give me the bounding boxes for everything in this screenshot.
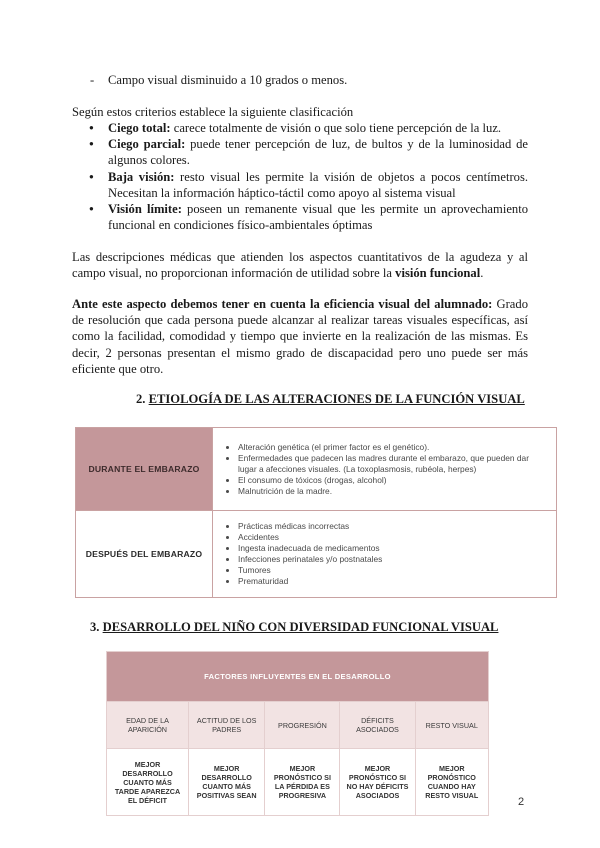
list-item: • Prácticas médicas incorrectas	[238, 521, 547, 532]
column-header: PROGRESIÓN	[265, 702, 340, 749]
section-number: 2.	[136, 392, 146, 406]
intro-paragraph: Según estos criterios establece la siguiente clasificación	[72, 105, 354, 119]
paragraph-bold: visión funcional	[395, 266, 481, 281]
table-row	[107, 749, 489, 816]
row-label: DURANTE EL EMBARAZO	[76, 428, 213, 511]
list-item: • Infecciones perinatales y/o postnatales	[238, 554, 547, 565]
list-item	[72, 136, 528, 168]
list-item: • Accidentes	[238, 532, 547, 543]
criterion-term: Baja visión:	[108, 169, 175, 184]
section-title: ETIOLOGÍA DE LAS ALTERACIONES DE LA FUNCIÓN VISUAL	[148, 392, 525, 406]
criterion-desc: poseen un remanente visual que les permite un aprovechamiento funcional en condiciones físico-ambientales óptimas	[108, 202, 528, 233]
list-item	[72, 201, 528, 233]
section-title: DESARROLLO DEL NIÑO CON DIVERSIDAD FUNCIONAL VISUAL	[102, 620, 499, 634]
column-header: ACTITUD DE LOS PADRES	[189, 702, 265, 749]
column-header: EDAD DE LA APARICIÓN	[107, 702, 189, 749]
table-header-row	[107, 652, 489, 702]
paragraph-text: Grado de resolución que cada persona puede alcanzar al realizar tareas visuales específicas, así como la facilidad, comodidad y tiempo que invierte en la realización de las mismas. Es decir, 2 personas presentan el mismo grado de discapacidad pero uno puede ser más eficiente que otro.	[72, 297, 528, 376]
factors-table	[106, 651, 489, 816]
functional-vision-paragraph	[72, 249, 528, 281]
criterion-term: Visión límite:	[108, 202, 182, 217]
list-item: • El consumo de tóxicos (drogas, alcohol)	[238, 475, 547, 486]
list-item	[72, 120, 528, 136]
column-header: RESTO VISUAL	[415, 702, 489, 749]
section-heading-development	[90, 620, 498, 635]
table-cell: MEJOR PRONÓSTICO CUANDO HAY RESTO VISUAL	[415, 749, 489, 816]
section-heading-etiology	[136, 392, 525, 407]
classification-list	[72, 120, 528, 233]
table-row	[76, 511, 557, 598]
page-number: 2	[518, 796, 525, 808]
criterion-desc: resto visual les permite la visión de objetos a pocos centímetros. Necesitan la información háptico-táctil como apoyo al sistema visual	[108, 169, 528, 200]
row-label: DESPUÉS DEL EMBARAZO	[76, 511, 213, 598]
etiology-table	[75, 427, 557, 598]
table-cell: MEJOR PRONÓSTICO SI NO HAY DÉFICITS ASOCIADOS	[340, 749, 415, 816]
section-number: 3.	[90, 620, 100, 634]
criterion-desc: puede tener percepción de luz, de bultos y de la luminosidad de algunos colores.	[108, 137, 528, 168]
row-content	[213, 428, 557, 511]
visual-efficiency-paragraph	[72, 296, 528, 377]
table-cell: MEJOR PRONÓSTICO SI LA PÉRDIDA ES PROGRESIVA	[265, 749, 340, 816]
list-item: • Malnutrición de la madre.	[238, 486, 547, 497]
factors-title: FACTORES INFLUYENTES EN EL DESARROLLO	[107, 652, 489, 702]
paragraph-text: Las descripciones médicas que atienden los aspectos cuantitativos de la agudeza y al campo visual, no proporcionan información de utilidad sobre la	[72, 250, 528, 281]
list-item: • Enfermedades que padecen las madres durante el embarazo, que pueden dar lugar a afecciones visuales. (La toxoplasmosis, rubéola, herpes)	[238, 453, 547, 475]
table-cell: MEJOR DESARROLLO CUANTO MÁS TARDE APAREZCA EL DÉFICIT	[107, 749, 189, 816]
criterion-desc: carece totalmente de visión o que solo tiene percepción de la luz.	[170, 121, 502, 135]
dash-marker: -	[90, 73, 95, 87]
list-item	[72, 169, 528, 201]
table-cell: MEJOR DESARROLLO CUANTO MÁS POSITIVAS SEAN	[189, 749, 265, 816]
list-item: • Ingesta inadecuada de medicamentos	[238, 543, 547, 554]
column-header: DÉFICITS ASOCIADOS	[340, 702, 415, 749]
row-content	[213, 511, 557, 598]
table-row	[107, 702, 489, 749]
table-row	[76, 428, 557, 511]
list-item: • Prematuridad	[238, 576, 547, 587]
paragraph-end: .	[480, 266, 484, 281]
list-item: • Alteración genética (el primer factor es el genético).	[238, 442, 547, 453]
criterion-term: Ciego parcial:	[108, 137, 186, 152]
paragraph-bold: Ante este aspecto debemos tener en cuenta la eficiencia visual del alumnado:	[72, 297, 493, 311]
criterion-term: Ciego total:	[108, 121, 171, 135]
dash-list-item	[90, 73, 347, 88]
list-item: • Tumores	[238, 565, 547, 576]
dash-item-text: Campo visual disminuido a 10 grados o menos.	[108, 73, 348, 87]
